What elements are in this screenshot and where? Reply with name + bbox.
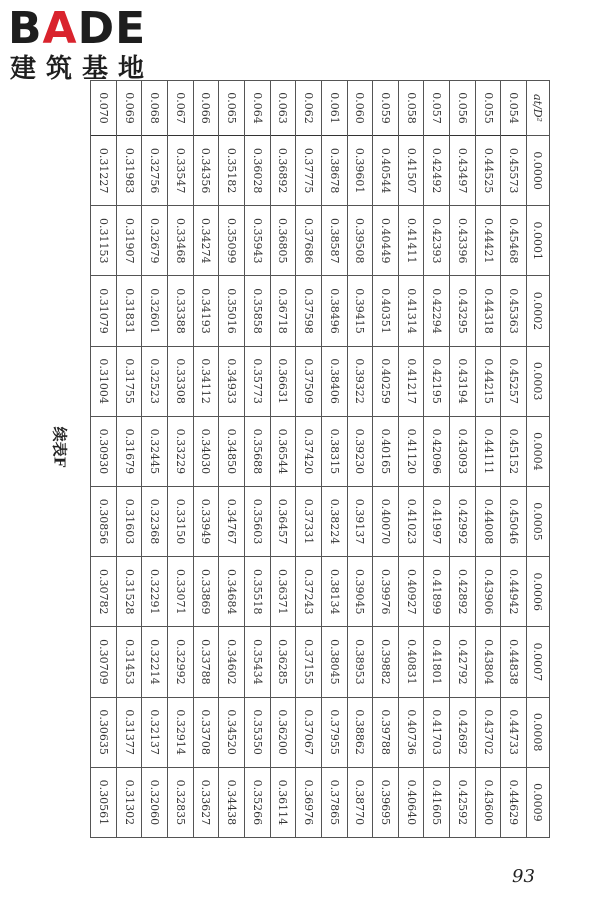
table-cell: 0.33229	[168, 416, 194, 486]
table-cell: 0.42096	[424, 416, 450, 486]
table-cell: 0.38134	[321, 557, 347, 627]
table-cell: 0.45363	[501, 276, 527, 346]
table-cell: 0.40165	[373, 416, 399, 486]
table-cell: 0.33869	[193, 557, 219, 627]
table-cell: 0.40070	[373, 486, 399, 556]
table-cell: 0.33071	[168, 557, 194, 627]
table-cell: 0.37420	[296, 416, 322, 486]
table-cell: 0.32291	[142, 557, 168, 627]
table-row	[321, 81, 347, 838]
table-cell: 0.30782	[91, 557, 117, 627]
table-cell: 0.35943	[244, 206, 270, 276]
table-cell: 0.45257	[501, 346, 527, 416]
table-cell: 0.45152	[501, 416, 527, 486]
table-body	[91, 81, 527, 838]
table-cell: 0.37865	[321, 767, 347, 837]
table-row	[91, 81, 117, 838]
table-cell: 0.32679	[142, 206, 168, 276]
table-cell: 0.35099	[219, 206, 245, 276]
table-cell: 0.34850	[219, 416, 245, 486]
table-cell: 0.37775	[296, 136, 322, 206]
row-header: 0.055	[475, 81, 501, 136]
table-cell: 0.39601	[347, 136, 373, 206]
table-cell: 0.39137	[347, 486, 373, 556]
table-cell: 0.32601	[142, 276, 168, 346]
table-cell: 0.32523	[142, 346, 168, 416]
table-cell: 0.39695	[373, 767, 399, 837]
table-cell: 0.36285	[270, 627, 296, 697]
table-cell: 0.31377	[116, 697, 142, 767]
table-cell: 0.35518	[244, 557, 270, 627]
table-cell: 0.31453	[116, 627, 142, 697]
table-cell: 0.44838	[501, 627, 527, 697]
table-row	[347, 81, 373, 838]
table-cell: 0.33388	[168, 276, 194, 346]
table-cell: 0.42592	[450, 767, 476, 837]
row-header: 0.064	[244, 81, 270, 136]
table-cell: 0.45046	[501, 486, 527, 556]
table-cell: 0.44733	[501, 697, 527, 767]
table-cell: 0.44111	[475, 416, 501, 486]
table-cell: 0.40259	[373, 346, 399, 416]
table-cell: 0.41023	[398, 486, 424, 556]
table-cell: 0.33308	[168, 346, 194, 416]
row-header: 0.065	[219, 81, 245, 136]
table-cell: 0.31983	[116, 136, 142, 206]
table-cell: 0.37155	[296, 627, 322, 697]
table-corner-header: at/D²	[527, 81, 550, 136]
table-cell: 0.36457	[270, 486, 296, 556]
column-header: 0.0003	[527, 346, 550, 416]
row-header: 0.057	[424, 81, 450, 136]
table-cell: 0.39045	[347, 557, 373, 627]
table-cell: 0.37509	[296, 346, 322, 416]
table-cell: 0.40831	[398, 627, 424, 697]
table-cell: 0.37598	[296, 276, 322, 346]
column-header: 0.0000	[527, 136, 550, 206]
table-cell: 0.36976	[296, 767, 322, 837]
column-header: 0.0004	[527, 416, 550, 486]
table-cell: 0.34030	[193, 416, 219, 486]
row-header: 0.060	[347, 81, 373, 136]
table-cell: 0.42992	[450, 486, 476, 556]
table-cell: 0.38045	[321, 627, 347, 697]
table-cell: 0.38587	[321, 206, 347, 276]
table-cell: 0.42294	[424, 276, 450, 346]
table-cell: 0.41801	[424, 627, 450, 697]
table-cell: 0.31227	[91, 136, 117, 206]
table-row	[373, 81, 399, 838]
table-cell: 0.33949	[193, 486, 219, 556]
table-row	[501, 81, 527, 838]
row-header: 0.062	[296, 81, 322, 136]
table-cell: 0.42892	[450, 557, 476, 627]
table-cell: 0.40927	[398, 557, 424, 627]
table-cell: 0.33627	[193, 767, 219, 837]
table-row	[244, 81, 270, 838]
table-cell: 0.36371	[270, 557, 296, 627]
bade-logo	[8, 4, 178, 84]
table-cell: 0.34684	[219, 557, 245, 627]
table-cell: 0.41314	[398, 276, 424, 346]
table-cell: 0.42393	[424, 206, 450, 276]
table-cell: 0.43396	[450, 206, 476, 276]
row-header: 0.061	[321, 81, 347, 136]
table-cell: 0.38953	[347, 627, 373, 697]
table-row	[219, 81, 245, 838]
table-cell: 0.38496	[321, 276, 347, 346]
table-row	[398, 81, 424, 838]
table-cell: 0.43906	[475, 557, 501, 627]
table-cell: 0.31755	[116, 346, 142, 416]
table-cell: 0.43194	[450, 346, 476, 416]
table-cell: 0.38315	[321, 416, 347, 486]
row-header: 0.069	[116, 81, 142, 136]
logo-wordmark: BADE	[8, 3, 147, 54]
table-cell: 0.30856	[91, 486, 117, 556]
table-cell: 0.31004	[91, 346, 117, 416]
table-cell: 0.32835	[168, 767, 194, 837]
table-cell: 0.35016	[219, 276, 245, 346]
table-cell: 0.34438	[219, 767, 245, 837]
table-cell: 0.34193	[193, 276, 219, 346]
table-row	[142, 81, 168, 838]
table-cell: 0.39882	[373, 627, 399, 697]
table-cell: 0.33708	[193, 697, 219, 767]
table-cell: 0.35688	[244, 416, 270, 486]
table-row	[168, 81, 194, 838]
table-cell: 0.39788	[373, 697, 399, 767]
table-cell: 0.42492	[424, 136, 450, 206]
table-cell: 0.31907	[116, 206, 142, 276]
table-cell: 0.37955	[321, 697, 347, 767]
table-cell: 0.36200	[270, 697, 296, 767]
table-cell: 0.40736	[398, 697, 424, 767]
table-cell: 0.43702	[475, 697, 501, 767]
table-cell: 0.36718	[270, 276, 296, 346]
table-cell: 0.31079	[91, 276, 117, 346]
table-cell: 0.44525	[475, 136, 501, 206]
table-cell: 0.41217	[398, 346, 424, 416]
row-header: 0.067	[168, 81, 194, 136]
table-row	[116, 81, 142, 838]
table-cell: 0.33547	[168, 136, 194, 206]
table-row	[450, 81, 476, 838]
column-header: 0.0009	[527, 767, 550, 837]
table-cell: 0.43093	[450, 416, 476, 486]
table-cell: 0.35434	[244, 627, 270, 697]
table-cell: 0.37686	[296, 206, 322, 276]
row-header: 0.054	[501, 81, 527, 136]
table-cell: 0.34274	[193, 206, 219, 276]
table-cell: 0.38406	[321, 346, 347, 416]
table-cell: 0.41507	[398, 136, 424, 206]
table-cell: 0.44421	[475, 206, 501, 276]
table-cell: 0.34602	[219, 627, 245, 697]
table-row	[424, 81, 450, 838]
table-cell: 0.32137	[142, 697, 168, 767]
data-table	[90, 80, 550, 838]
table-cell: 0.43804	[475, 627, 501, 697]
table-cell: 0.34767	[219, 486, 245, 556]
table-row	[193, 81, 219, 838]
table-cell: 0.35182	[219, 136, 245, 206]
column-header: 0.0008	[527, 697, 550, 767]
table-cell: 0.44008	[475, 486, 501, 556]
table-cell: 0.35350	[244, 697, 270, 767]
column-header: 0.0006	[527, 557, 550, 627]
table-cell: 0.42692	[450, 697, 476, 767]
table-cell: 0.37331	[296, 486, 322, 556]
table-row	[475, 81, 501, 838]
table-cell: 0.33468	[168, 206, 194, 276]
table-caption: 续表F	[50, 426, 69, 468]
table-cell: 0.40640	[398, 767, 424, 837]
table-cell: 0.40544	[373, 136, 399, 206]
table-cell: 0.31302	[116, 767, 142, 837]
table-cell: 0.42792	[450, 627, 476, 697]
table-cell: 0.36805	[270, 206, 296, 276]
column-header: 0.0001	[527, 206, 550, 276]
table-cell: 0.34933	[219, 346, 245, 416]
table-cell: 0.32992	[168, 627, 194, 697]
table-cell: 0.30561	[91, 767, 117, 837]
column-header: 0.0007	[527, 627, 550, 697]
table-cell: 0.44942	[501, 557, 527, 627]
table-cell: 0.40449	[373, 206, 399, 276]
table-cell: 0.39415	[347, 276, 373, 346]
table-cell: 0.43497	[450, 136, 476, 206]
table-cell: 0.41997	[424, 486, 450, 556]
row-header: 0.056	[450, 81, 476, 136]
row-header: 0.059	[373, 81, 399, 136]
table-cell: 0.41899	[424, 557, 450, 627]
table-cell: 0.34520	[219, 697, 245, 767]
table-cell: 0.36114	[270, 767, 296, 837]
table-cell: 0.33150	[168, 486, 194, 556]
table-cell: 0.31831	[116, 276, 142, 346]
table-cell: 0.39230	[347, 416, 373, 486]
table-cell: 0.39976	[373, 557, 399, 627]
row-header: 0.070	[91, 81, 117, 136]
table-cell: 0.40351	[373, 276, 399, 346]
table-cell: 0.33788	[193, 627, 219, 697]
row-header: 0.068	[142, 81, 168, 136]
page-number: 93	[512, 866, 535, 887]
table-cell: 0.45468	[501, 206, 527, 276]
table-cell: 0.34356	[193, 136, 219, 206]
table-cell: 0.35266	[244, 767, 270, 837]
table-cell: 0.34112	[193, 346, 219, 416]
table-cell: 0.41120	[398, 416, 424, 486]
column-header: 0.0005	[527, 486, 550, 556]
table-cell: 0.30930	[91, 416, 117, 486]
table-cell: 0.38862	[347, 697, 373, 767]
row-header: 0.066	[193, 81, 219, 136]
table-cell: 0.44318	[475, 276, 501, 346]
table-cell: 0.32368	[142, 486, 168, 556]
row-header: 0.063	[270, 81, 296, 136]
table-cell: 0.41605	[424, 767, 450, 837]
table-row	[270, 81, 296, 838]
table-cell: 0.43295	[450, 276, 476, 346]
table-cell: 0.32060	[142, 767, 168, 837]
rotated-table-frame	[90, 80, 550, 838]
table-cell: 0.39508	[347, 206, 373, 276]
table-cell: 0.42195	[424, 346, 450, 416]
table-cell: 0.36631	[270, 346, 296, 416]
table-cell: 0.32445	[142, 416, 168, 486]
table-cell: 0.43600	[475, 767, 501, 837]
table-cell: 0.44629	[501, 767, 527, 837]
table-cell: 0.44215	[475, 346, 501, 416]
table-cell: 0.36544	[270, 416, 296, 486]
table-cell: 0.45573	[501, 136, 527, 206]
table-cell: 0.35858	[244, 276, 270, 346]
table-cell: 0.31153	[91, 206, 117, 276]
table-cell: 0.31679	[116, 416, 142, 486]
table-cell: 0.38224	[321, 486, 347, 556]
table-cell: 0.31528	[116, 557, 142, 627]
row-header: 0.058	[398, 81, 424, 136]
table-header-row	[527, 81, 550, 838]
table-cell: 0.38678	[321, 136, 347, 206]
table-cell: 0.39322	[347, 346, 373, 416]
table-cell: 0.41411	[398, 206, 424, 276]
table-cell: 0.31603	[116, 486, 142, 556]
table-cell: 0.36028	[244, 136, 270, 206]
table-cell: 0.35773	[244, 346, 270, 416]
table-row	[296, 81, 322, 838]
table-cell: 0.30635	[91, 697, 117, 767]
table-cell: 0.32914	[168, 697, 194, 767]
logo-subtitle: 建筑基地	[10, 54, 155, 84]
table-cell: 0.30709	[91, 627, 117, 697]
table-cell: 0.36892	[270, 136, 296, 206]
table-cell: 0.35603	[244, 486, 270, 556]
table-cell: 0.32756	[142, 136, 168, 206]
table-cell: 0.37243	[296, 557, 322, 627]
column-header: 0.0002	[527, 276, 550, 346]
table-cell: 0.32214	[142, 627, 168, 697]
table-cell: 0.37067	[296, 697, 322, 767]
table-cell: 0.41703	[424, 697, 450, 767]
table-cell: 0.38770	[347, 767, 373, 837]
